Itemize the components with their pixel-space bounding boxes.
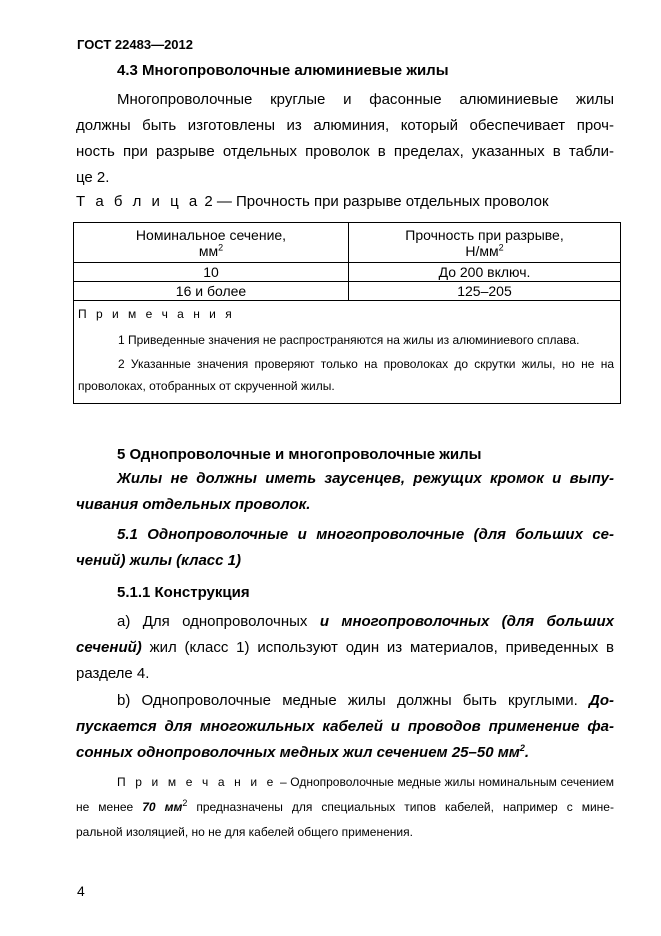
header-unit: $Н/мм^2$ (465, 241, 504, 259)
header-label: Прочность при разрыве, (405, 226, 564, 243)
section-5-1-title (76, 522, 614, 574)
paragraph-line: Многопроволочные круглые и фасонные алюминиевые жилы (117, 91, 614, 108)
cell-strength: 125–205 (349, 282, 621, 301)
paragraph-line: должны быть изготовлены из алюминия, который обеспечивает проч- (76, 117, 614, 134)
bottom-note (76, 770, 614, 845)
table-notes-row (74, 301, 621, 404)
header-cell-section (74, 223, 349, 263)
table-row (74, 282, 621, 301)
page-number: 4 (77, 883, 85, 899)
note-line: ральной изоляцией, но не для кабелей общего применения. (76, 825, 413, 839)
section-4-3-paragraph (76, 87, 614, 191)
paragraph-line: разделе 4. (76, 665, 150, 682)
paragraph-line: ность при разрыве отдельных проволок в пределах, указанных в табли- (76, 143, 614, 160)
section-4-3-title: 4.3 Многопроволочные алюминиевые жилы (117, 62, 449, 79)
paragraph-line: це 2. (76, 169, 110, 186)
paragraph-line: а) Для однопроволочных и многопроволочных (для больших (117, 613, 614, 630)
section-5-1-1-title: 5.1.1 Конструкция (117, 584, 250, 601)
standard-header: ГОСТ 22483—2012 (77, 37, 193, 52)
cell-section: 10 (74, 263, 349, 282)
note-1: 1 Приведенные значения не распространяются на жилы из алюминиевого сплава. (118, 333, 580, 347)
item-a-paragraph (76, 609, 614, 687)
table-caption-label: Т а б л и ц а (76, 193, 201, 210)
header-unit: $мм^2$ (198, 241, 224, 259)
section-5-intro (76, 466, 614, 518)
paragraph-line: чивания отдельных проволок. (76, 496, 311, 513)
section-5-title: 5 Однопроволочные и многопроволочные жилы (117, 446, 482, 463)
table-caption-text: 2 — Прочность при разрыве отдельных проволок (200, 193, 549, 210)
table-notes-cell (74, 301, 621, 404)
notes-title: П р и м е ч а н и я (78, 307, 235, 321)
note-line: не менее 70 $мм^2$ предназначены для специальных типов кабелей, например с мине- (76, 798, 614, 814)
table-row (74, 263, 621, 282)
cell-section: 16 и более (74, 282, 349, 301)
header-cell-strength (349, 223, 621, 263)
table-caption (76, 193, 549, 210)
paragraph-line: Жилы не должны иметь заусенцев, режущих кромок и выпу- (117, 470, 614, 487)
paragraph-line: сечений) жил (класс 1) используют один из материалов, приведенных в (76, 639, 614, 656)
paragraph-line: 5.1 Однопроволочные и многопроволочные (для больших се- (117, 526, 614, 543)
paragraph-line: чений) жилы (класс 1) (76, 552, 241, 569)
paragraph-line: сонных однопроволочных медных жил сечением 25–50 $мм^2$. (76, 743, 530, 761)
note-line: П р и м е ч а н и е – Однопроволочные медные жилы номинальным сечением (117, 775, 614, 789)
cell-strength: До 200 включ. (349, 263, 621, 282)
item-b-paragraph (76, 688, 614, 766)
note-2: 2 Указанные значения проверяют только на проволоках до скрутки жилы, но не на проволоках, отобранных от скрученной жилы. (78, 357, 614, 393)
paragraph-line: b) Однопроволочные медные жилы должны быть круглыми. До- (117, 692, 614, 709)
table-header-row (74, 223, 621, 263)
strength-table (73, 222, 621, 404)
paragraph-line: пускается для многожильных кабелей и проводов применение фа- (76, 718, 614, 735)
header-label: Номинальное сечение, (135, 226, 287, 243)
